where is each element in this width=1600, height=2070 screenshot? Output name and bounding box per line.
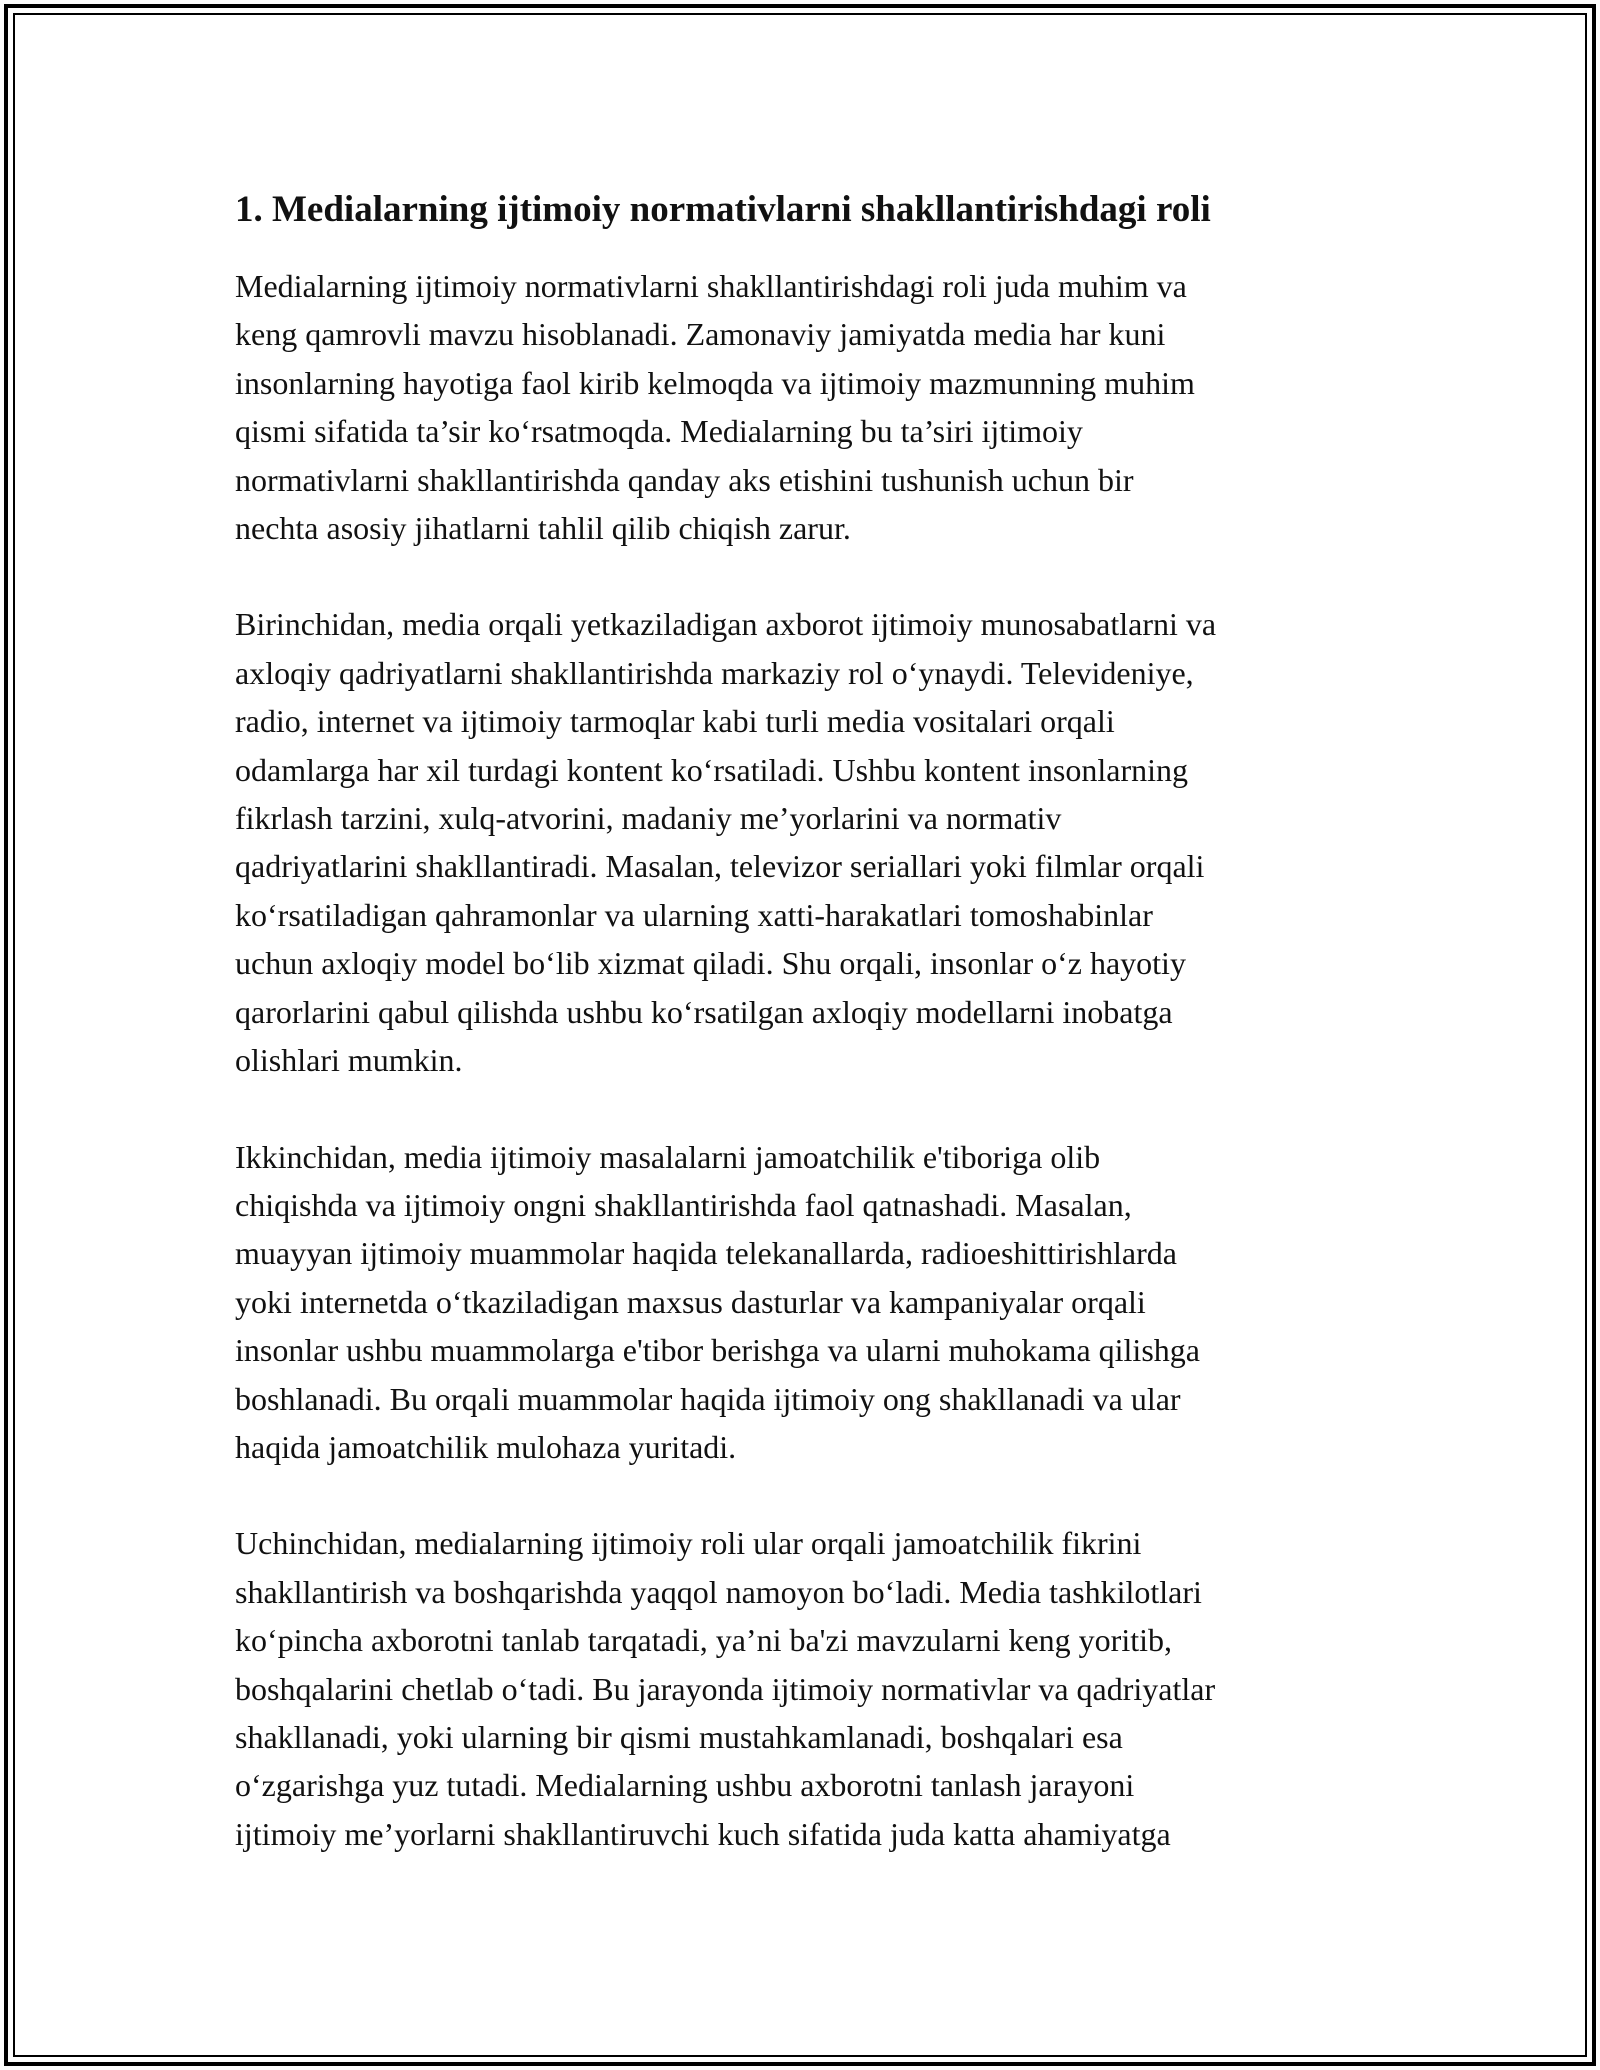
text-line: keng qamrovli mavzu hisoblanadi. Zamonaviy jamiyatda media har kuni [235,316,1166,353]
text-line: radio, internet va ijtimoiy tarmoqlar kabi turli media vositalari orqali [235,703,1115,740]
text-line: shakllantirish va boshqarishda yaqqol namoyon bo‘ladi. Media tashkilotlari [235,1573,1202,1610]
text-line: olishlari mumkin. [235,1042,463,1079]
text-line: qadriyatlarini shakllantiradi. Masalan, televizor seriallari yoki filmlar orqali [235,848,1205,885]
text-line: axloqiy qadriyatlarni shakllantirishda markaziy rol o‘ynaydi. Televideniye, [235,654,1194,691]
text-line: boshqalarini chetlab o‘tadi. Bu jarayonda ijtimoiy normativlar va qadriyatlar [235,1670,1216,1707]
text-line: uchun axloqiy model bo‘lib xizmat qiladi. Shu orqali, insonlar o‘z hayotiy [235,945,1186,982]
text-line: Ikkinchidan, media ijtimoiy masalalarni jamoatchilik e'tiboriga olib [235,1138,1101,1175]
text-line: ko‘rsatiladigan qahramonlar va ularning xatti-harakatlari tomoshabinlar [235,896,1153,933]
text-line: boshlanadi. Bu orqali muammolar haqida ijtimoiy ong shakllanadi va ular [235,1380,1181,1417]
text-line: Birinchidan, media orqali yetkaziladigan axborot ijtimoiy munosabatlarni va [235,606,1217,643]
text-line: Medialarning ijtimoiy normativlarni shakllantirishdagi roli juda muhim va [235,268,1187,304]
text-line: normativlarni shakllantirishda qanday aks etishini tushunish uchun bir [235,461,1134,498]
text-line: ko‘pincha axborotni tanlab tarqatadi, ya’ni ba'zi mavzularni keng yoritib, [235,1622,1172,1659]
text-line: insonlar ushbu muammolarga e'tibor berishga va ularni muhokama qilishga [235,1332,1200,1369]
text-line: odamlarga har xil turdagi kontent ko‘rsatiladi. Ushbu kontent insonlarning [235,751,1188,788]
paragraph-first [235,600,1365,1084]
text-line: fikrlash tarzini, xulq-atvorini, madaniy me’yorlarini va normativ [235,800,1062,837]
text-line: chiqishda va ijtimoiy ongni shakllantirishda faol qatnashadi. Masalan, [235,1186,1132,1223]
text-line: o‘zgarishga yuz tutadi. Medialarning ushbu axborotni tanlash jarayoni [235,1767,1135,1804]
document-body [235,186,1365,1906]
paragraph-third [235,1519,1365,1858]
text-line: muayyan ijtimoiy muammolar haqida telekanallarda, radioeshittirishlarda [235,1235,1177,1272]
paragraph-intro [235,262,1365,552]
text-line: ijtimoiy me’yorlarni shakllantiruvchi kuch sifatida juda katta ahamiyatga [235,1815,1171,1852]
section-heading: 1. Medialarning ijtimoiy normativlarni shakllantirishdagi roli [235,189,1211,230]
paragraph-second [235,1133,1365,1472]
text-line: qarorlarini qabul qilishda ushbu ko‘rsatilgan axloqiy modellarni inobatga [235,993,1173,1030]
text-line: Uchinchidan, medialarning ijtimoiy roli ular orqali jamoatchilik fikrini [235,1525,1142,1562]
text-line: qismi sifatida ta’sir ko‘rsatmoqda. Medialarning bu ta’siri ijtimoiy [235,413,1083,450]
text-line: nechta asosiy jihatlarni tahlil qilib chiqish zarur. [235,510,851,547]
text-line: yoki internetda o‘tkaziladigan maxsus dasturlar va kampaniyalar orqali [235,1283,1146,1320]
text-line: insonlarning hayotiga faol kirib kelmoqda va ijtimoiy mazmunning muhim [235,364,1195,401]
text-line: shakllanadi, yoki ularning bir qismi mustahkamlanadi, boshqalari esa [235,1718,1123,1755]
text-line: haqida jamoatchilik mulohaza yuritadi. [235,1428,737,1465]
